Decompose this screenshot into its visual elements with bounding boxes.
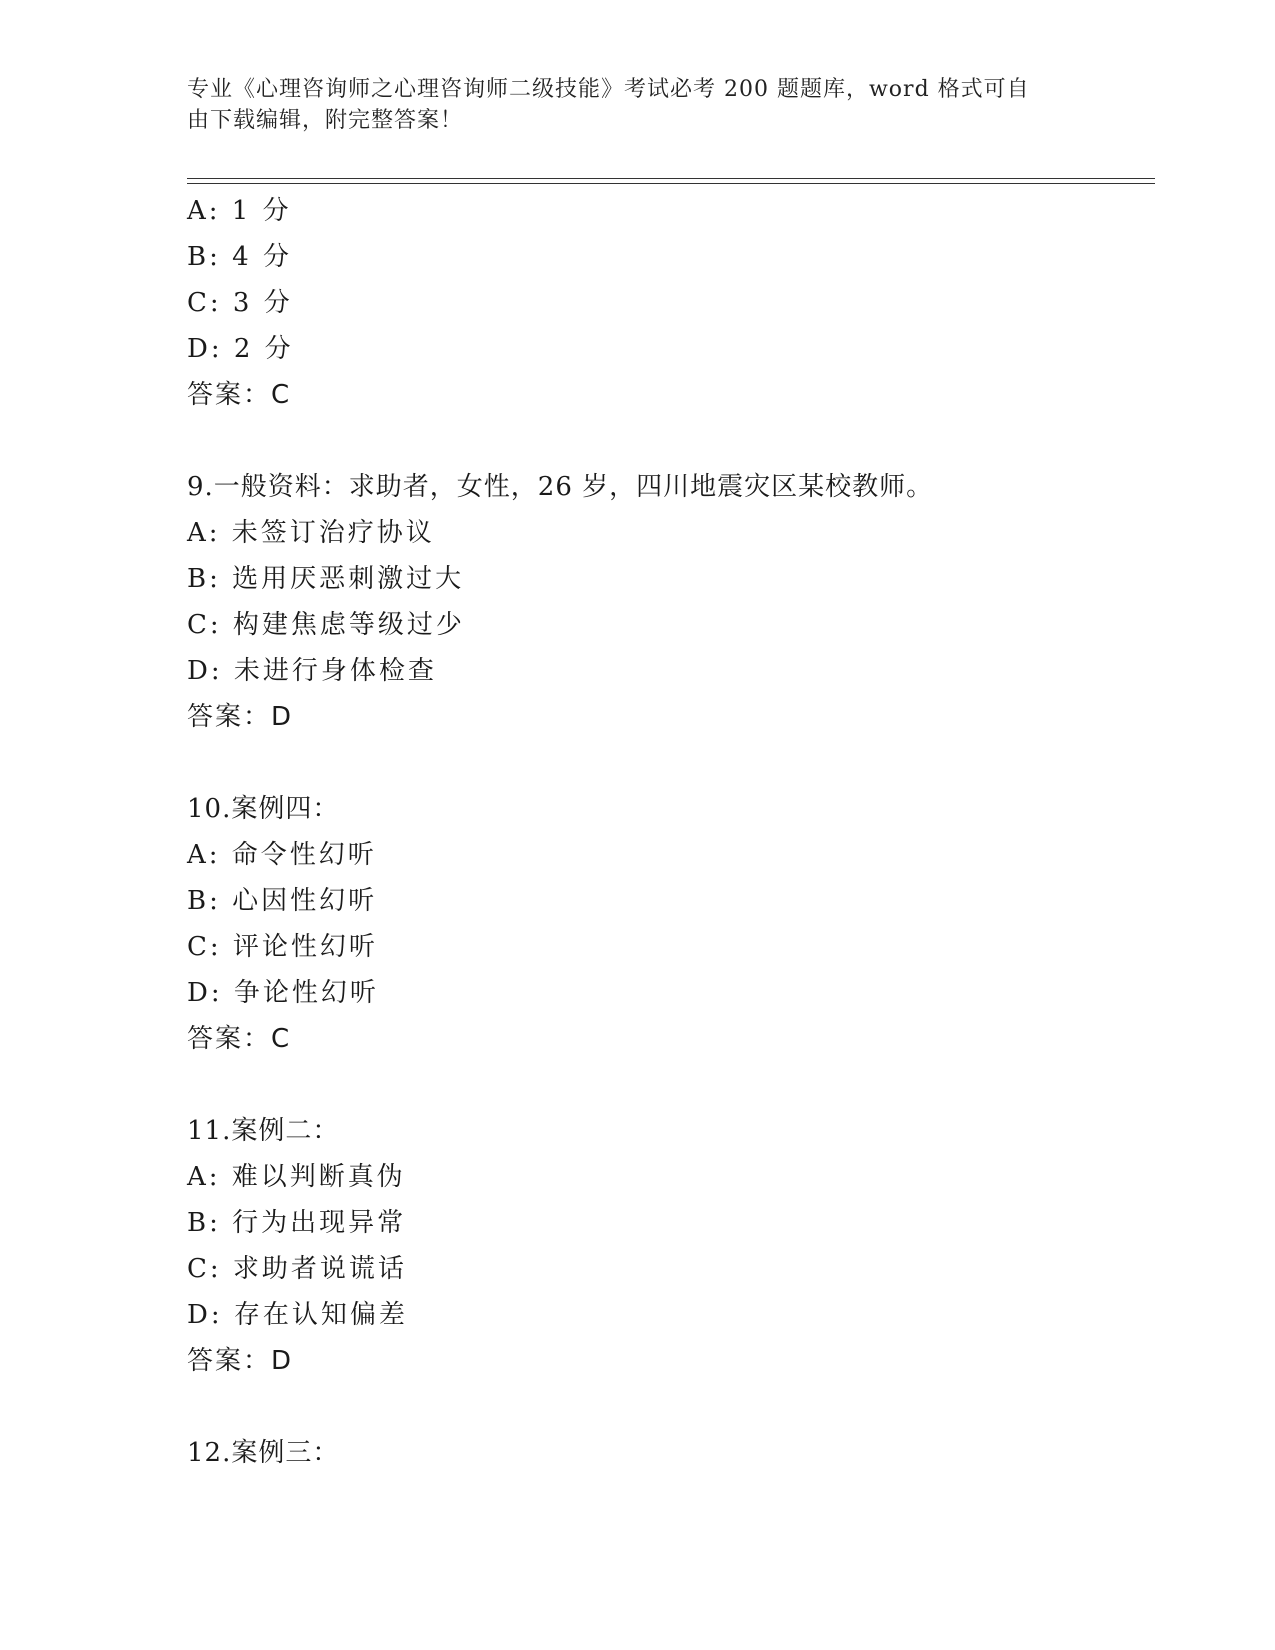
option-b: B: 选用厌恶刺激过大 <box>187 564 465 594</box>
option-c: C: 构建焦虑等级过少 <box>187 610 465 640</box>
question-stem: 9.一般资料：求助者，女性，26 岁，四川地震灾区某校教师。 <box>187 472 934 502</box>
option-d: D: 未进行身体检查 <box>187 656 437 686</box>
option-a: A: 难以判断真伪 <box>187 1162 406 1192</box>
option-a: A: 1 分 <box>187 196 292 226</box>
option-c: C: 评论性幻听 <box>187 932 378 962</box>
question-stem: 11.案例二： <box>187 1116 340 1146</box>
option-c: C: 求助者说谎话 <box>187 1254 407 1284</box>
question-9 <box>187 464 1147 740</box>
option-d: D: 争论性幻听 <box>187 978 379 1008</box>
answer: 答案：D <box>187 1346 294 1376</box>
header-line-1: 专业《心理咨询师之心理咨询师二级技能》考试必考 200 题题库，word 格式可自 <box>187 77 1030 102</box>
question-stem: 10.案例四： <box>187 794 340 824</box>
option-a: A: 命令性幻听 <box>187 840 377 870</box>
option-c: C: 3 分 <box>187 288 293 318</box>
spacer <box>187 1062 1147 1108</box>
option-a: A: 未签订治疗协议 <box>187 518 435 548</box>
header-line-2: 由下载编辑，附完整答案！ <box>187 108 464 133</box>
option-d: D: 存在认知偏差 <box>187 1300 408 1330</box>
question-stem: 12.案例三： <box>187 1438 340 1468</box>
header-divider-top <box>187 178 1155 179</box>
document-header <box>187 74 1067 136</box>
header-divider-bottom <box>187 183 1155 184</box>
question-11 <box>187 1108 1147 1384</box>
answer: 答案：C <box>187 380 292 410</box>
answer: 答案：D <box>187 702 294 732</box>
spacer <box>187 1384 1147 1430</box>
answer: 答案：C <box>187 1024 292 1054</box>
option-b: B: 心因性幻听 <box>187 886 378 916</box>
question-list <box>187 188 1147 1476</box>
option-b: B: 行为出现异常 <box>187 1208 407 1238</box>
option-d: D: 2 分 <box>187 334 294 364</box>
question-8 <box>187 188 1147 418</box>
option-b: B: 4 分 <box>187 242 292 272</box>
question-10 <box>187 786 1147 1062</box>
question-12 <box>187 1430 1147 1476</box>
spacer <box>187 418 1147 464</box>
spacer <box>187 740 1147 786</box>
